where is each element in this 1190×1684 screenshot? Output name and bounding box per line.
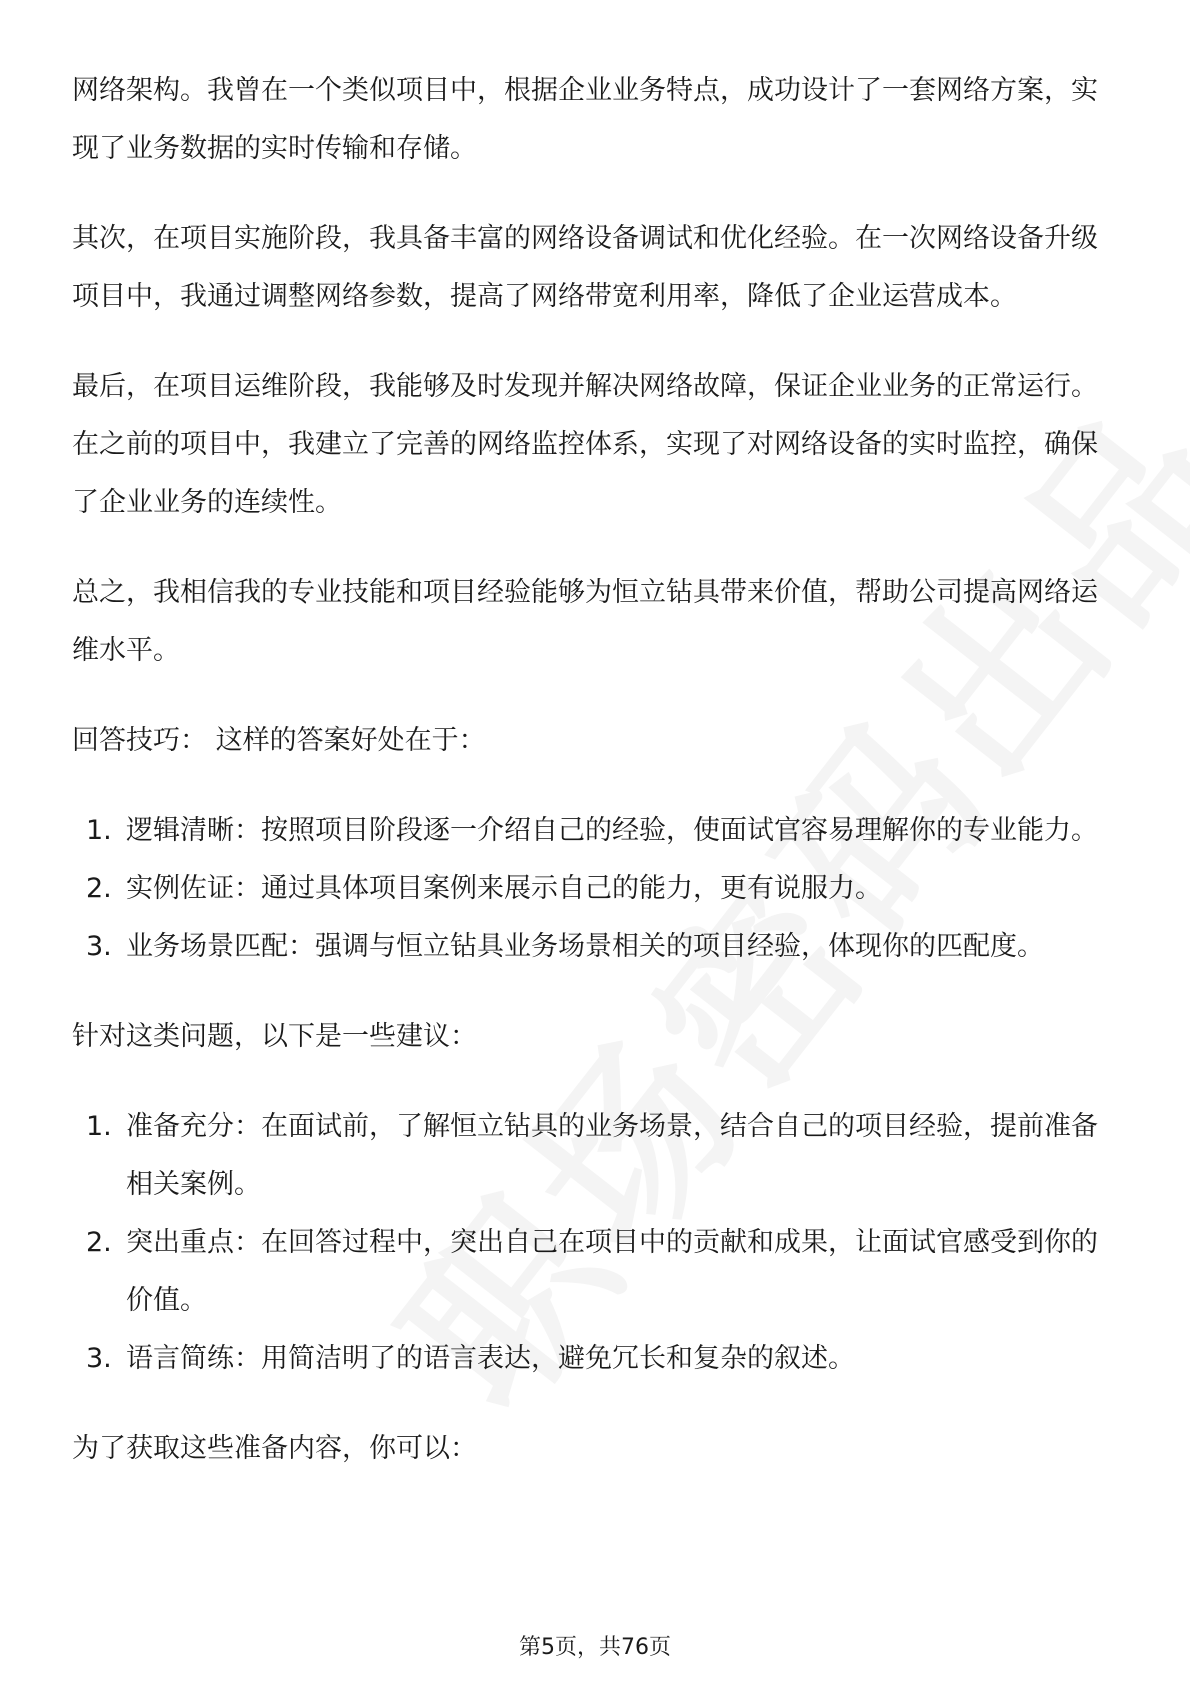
paragraph-summary: 总之，我相信我的专业技能和项目经验能够为恒立钻具带来价值，帮助公司提高网络运维水平。 <box>72 577 1098 666</box>
list-number: 1. <box>86 815 112 846</box>
paragraph-network-design: 网络架构。我曾在一个类似项目中，根据企业业务特点，成功设计了一套网络方案，实现了业务数据的实时传输和存储。 <box>72 75 1098 164</box>
list-item <box>72 860 1118 918</box>
list-item <box>72 1330 1118 1388</box>
list-number: 3. <box>86 1343 112 1374</box>
tips-list <box>72 802 1118 976</box>
list-item <box>72 918 1118 976</box>
list-item <box>72 802 1118 860</box>
advice-intro: 针对这类问题，以下是一些建议： <box>72 1021 477 1052</box>
tips-intro: 回答技巧： 这样的答案好处在于： <box>72 725 486 756</box>
list-item <box>72 1098 1118 1214</box>
list-item-text: 突出重点：在回答过程中，突出自己在项目中的贡献和成果，让面试官感受到你的价值。 <box>126 1227 1098 1316</box>
list-number: 2. <box>86 1227 112 1258</box>
list-item-text: 业务场景匹配：强调与恒立钻具业务场景相关的项目经验，体现你的匹配度。 <box>126 931 1044 962</box>
list-item-text: 准备充分：在面试前，了解恒立钻具的业务场景，结合自己的项目经验，提前准备相关案例。 <box>126 1111 1098 1200</box>
list-item-text: 逻辑清晰：按照项目阶段逐一介绍自己的经验，使面试官容易理解你的专业能力。 <box>126 815 1098 846</box>
page-content <box>72 62 1118 1510</box>
list-item-text: 语言简练：用简洁明了的语言表达，避免冗长和复杂的叙述。 <box>126 1343 855 1374</box>
list-number: 1. <box>86 1111 112 1142</box>
list-number: 3. <box>86 931 112 962</box>
list-item <box>72 1214 1118 1330</box>
paragraph-implementation: 其次，在项目实施阶段，我具备丰富的网络设备调试和优化经验。在一次网络设备升级项目中，我通过调整网络参数，提高了网络带宽利用率，降低了企业运营成本。 <box>72 223 1098 312</box>
advice-list <box>72 1098 1118 1388</box>
list-item-text: 实例佐证：通过具体项目案例来展示自己的能力，更有说服力。 <box>126 873 882 904</box>
paragraph-operations: 最后，在项目运维阶段，我能够及时发现并解决网络故障，保证企业业务的正常运行。在之前的项目中，我建立了完善的网络监控体系，实现了对网络设备的实时监控，确保了企业业务的连续性。 <box>72 371 1098 518</box>
closing-line: 为了获取这些准备内容，你可以： <box>72 1433 477 1464</box>
page-number-footer: 第5页，共76页 <box>519 1635 671 1660</box>
list-number: 2. <box>86 873 112 904</box>
